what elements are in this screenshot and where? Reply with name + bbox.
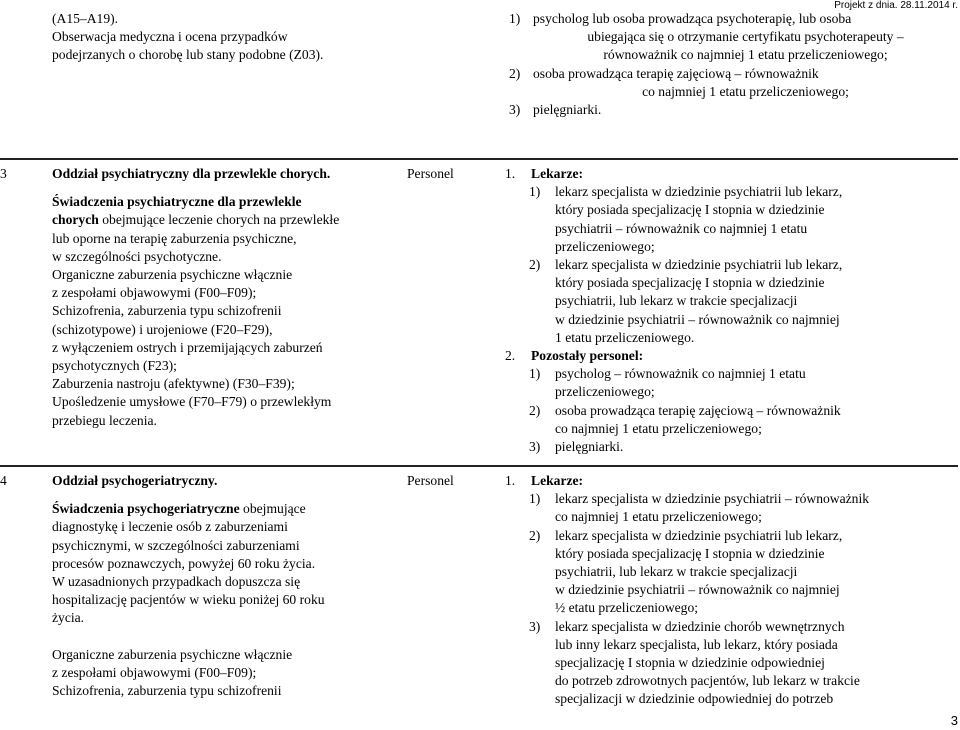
list-text: co najmniej 1 etatu przeliczeniowego;	[555, 509, 762, 525]
list-number: 3)	[509, 102, 521, 118]
text-line: z wyłączeniem ostrych i przemijających zaburzeń	[52, 339, 323, 355]
page-number: 3	[950, 713, 958, 728]
text-line: Schizofrenia, zaburzenia typu schizofrenii	[52, 303, 282, 319]
continued-requirements	[505, 0, 958, 158]
text-line: (schizotypowe) i urojeniowe (F20–F29),	[52, 321, 273, 337]
requirement-line	[509, 65, 958, 83]
requirement-line	[505, 402, 958, 420]
staff-requirements	[505, 467, 958, 709]
spacer	[52, 628, 407, 646]
section-heading: Pozostały personel:	[531, 348, 644, 364]
requirement-line	[505, 201, 958, 219]
list-text: przeliczeniowego;	[555, 384, 655, 400]
table-row-continued	[0, 0, 958, 158]
requirement-line	[505, 438, 958, 456]
text-line: (A15–A19).	[52, 11, 119, 26]
list-text: przeliczeniowego;	[555, 238, 655, 254]
requirement-line	[505, 238, 958, 256]
requirement-line	[505, 618, 958, 636]
requirement-line	[509, 83, 958, 101]
requirement-line	[505, 329, 958, 347]
row-number: 3	[0, 166, 7, 181]
continued-description	[52, 0, 407, 158]
requirement-line	[505, 274, 958, 292]
ward-description	[52, 160, 407, 465]
requirement-line	[505, 165, 958, 183]
ward-services-text	[52, 500, 407, 700]
list-number: 3)	[529, 439, 541, 455]
list-text: który posiada specjalizację I stopnia w dziedzinie	[555, 202, 825, 218]
requirement-line	[505, 690, 958, 708]
requirement-line	[505, 347, 958, 365]
list-text: do potrzeb zdrowotnych pacjentów, lub lekarz w trakcie	[555, 673, 860, 689]
list-text: osoba prowadząca terapię zajęciową – równoważnik	[555, 402, 841, 418]
list-number: 1)	[529, 184, 541, 200]
requirement-line	[505, 256, 958, 274]
ward-services-text	[52, 193, 407, 430]
project-date-note: Projekt z dnia. 28.11.2014 r.	[834, 0, 958, 11]
table-row-4	[0, 467, 958, 709]
text-line: W uzasadnionych przypadkach dopuszcza się	[52, 574, 301, 590]
list-text: lekarz specjalista w dziedzinie psychiatrii lub lekarz,	[555, 257, 843, 273]
row-number: 4	[0, 473, 7, 488]
requirement-line	[505, 654, 958, 672]
list-number: 2)	[529, 402, 541, 418]
text-line: Schizofrenia, zaburzenia typu schizofrenii	[52, 683, 282, 699]
bold-term: Świadczenia psychogeriatryczne	[52, 501, 240, 517]
text-line: Świadczenia psychogeriatryczne obejmujące	[52, 501, 306, 517]
section-number: 2.	[505, 348, 516, 364]
list-text: lub inny lekarz specjalista, lub lekarz, który posiada	[555, 636, 838, 652]
section-number: 1.	[505, 166, 516, 181]
list-text: lekarz specjalista w dziedzinie chorób wewnętrznych	[555, 618, 845, 634]
list-text: psycholog – równoważnik co najmniej 1 etatu	[555, 366, 806, 382]
section-heading: Lekarze:	[531, 473, 584, 488]
ward-title: Oddział psychiatryczny dla przewlekle chorych.	[52, 166, 331, 181]
list-number	[509, 46, 533, 64]
list-number: 2)	[509, 65, 521, 81]
section-heading: Lekarze:	[531, 166, 584, 181]
text-line: procesów poznawczych, powyżej 60 roku życia.	[52, 555, 316, 571]
text-line: z zespołami objawowymi (F00–F09);	[52, 285, 257, 301]
list-number: 1)	[529, 366, 541, 382]
requirement-line	[505, 581, 958, 599]
list-text: psychiatrii, lub lekarz w trakcie specjalizacji	[555, 564, 798, 580]
text-line: Upośledzenie umysłowe (F70–F79) o przewlekłym	[52, 394, 332, 410]
requirement-line	[505, 311, 958, 329]
requirement-line	[505, 365, 958, 383]
list-text: lekarz specjalista w dziedzinie psychiatrii lub lekarz,	[555, 527, 843, 543]
resource-type: Personel	[407, 473, 454, 488]
requirement-line	[505, 183, 958, 201]
list-number: 2)	[529, 257, 541, 273]
section-number: 1.	[505, 473, 516, 488]
list-text: ½ etatu przeliczeniowego;	[555, 600, 699, 616]
list-text: co najmniej 1 etatu przeliczeniowego;	[642, 83, 849, 99]
list-text: który posiada specjalizację I stopnia w dziedzinie	[555, 275, 825, 291]
text-line: Zaburzenia nastroju (afektywne) (F30–F39);	[52, 376, 295, 392]
text-line: w szczególności psychotyczne.	[52, 248, 222, 264]
list-number	[509, 28, 533, 46]
staff-requirements	[505, 160, 958, 465]
list-text: który posiada specjalizację I stopnia w dziedzinie	[555, 545, 825, 561]
requirement-line	[505, 420, 958, 438]
text-line: z zespołami objawowymi (F00–F09);	[52, 664, 257, 680]
text-line: lub oporne na terapię zaburzenia psychiczne,	[52, 230, 297, 246]
list-text: specjalizacji w dziedzinie odpowiedniej do potrzeb	[555, 691, 834, 707]
list-number: 1)	[509, 11, 521, 26]
requirement-line	[505, 563, 958, 581]
requirement-line	[505, 472, 958, 490]
requirement-line	[509, 101, 958, 119]
text-line: przebiegu leczenia.	[52, 412, 157, 428]
requirement-line	[505, 636, 958, 654]
text-line: psychicznymi, w szczególności zaburzeniami	[52, 537, 300, 553]
requirement-line	[505, 672, 958, 690]
requirement-line	[505, 508, 958, 526]
text-line: życia.	[52, 610, 85, 626]
list-text: w dziedzinie psychiatrii – równoważnik co najmniej	[555, 311, 840, 327]
list-text: ubiegająca się o otrzymanie certyfikatu psychoterapeuty –	[587, 29, 904, 45]
list-text: psycholog lub osoba prowadząca psychoterapię, lub osoba	[533, 11, 852, 26]
requirement-line	[505, 383, 958, 401]
ward-title: Oddział psychogeriatryczny.	[52, 473, 218, 488]
text-line: Obserwacja medyczna i ocena przypadków	[52, 29, 288, 45]
text-line: diagnostykę i leczenie osób z zaburzeniami	[52, 519, 288, 535]
list-text: psychiatrii – równoważnik co najmniej 1 etatu	[555, 220, 808, 236]
list-number	[509, 83, 533, 101]
requirement-line	[505, 220, 958, 238]
requirement-line	[505, 545, 958, 563]
text-line: Organiczne zaburzenia psychiczne włącznie	[52, 267, 293, 283]
text-line: Organiczne zaburzenia psychiczne włącznie	[52, 646, 293, 662]
text-line: psychotycznych (F23);	[52, 358, 177, 374]
requirement-line	[509, 46, 958, 64]
requirement-line	[509, 10, 958, 28]
ward-description	[52, 467, 407, 709]
list-text: równoważnik co najmniej 1 etatu przeliczeniowego;	[603, 47, 888, 63]
table-row-3	[0, 160, 958, 465]
list-number: 3)	[529, 618, 541, 634]
text-line: hospitalizację pacjentów w wieku poniżej 60 roku	[52, 592, 325, 608]
requirement-line	[505, 292, 958, 310]
list-text: 1 etatu przeliczeniowego.	[555, 329, 695, 345]
list-number: 2)	[529, 527, 541, 543]
bold-term: chorych	[52, 212, 99, 228]
text-line: Świadczenia psychiatryczne dla przewlekle	[52, 194, 302, 210]
requirement-line	[505, 527, 958, 545]
requirement-line	[505, 490, 958, 508]
list-text: pielęgniarki.	[555, 439, 624, 455]
list-text: lekarz specjalista w dziedzinie psychiatrii – równoważnik	[555, 491, 870, 507]
list-text: pielęgniarki.	[533, 102, 602, 118]
list-text: w dziedzinie psychiatrii – równoważnik co najmniej	[555, 582, 840, 598]
text-line: podejrzanych o chorobę lub stany podobne (Z03).	[52, 47, 324, 63]
list-text: lekarz specjalista w dziedzinie psychiatrii lub lekarz,	[555, 184, 843, 200]
resource-type: Personel	[407, 166, 454, 181]
list-text: co najmniej 1 etatu przeliczeniowego;	[555, 420, 762, 436]
list-text: osoba prowadząca terapię zajęciową – równoważnik	[533, 65, 819, 81]
requirement-line	[505, 599, 958, 617]
list-text: specjalizację I stopnia w dziedzinie odpowiedniej	[555, 655, 825, 671]
list-text: psychiatrii, lub lekarz w trakcie specjalizacji	[555, 293, 798, 309]
list-number: 1)	[529, 491, 541, 507]
text-line: chorych obejmujące leczenie chorych na przewlekłe	[52, 212, 340, 228]
requirement-line	[509, 28, 958, 46]
